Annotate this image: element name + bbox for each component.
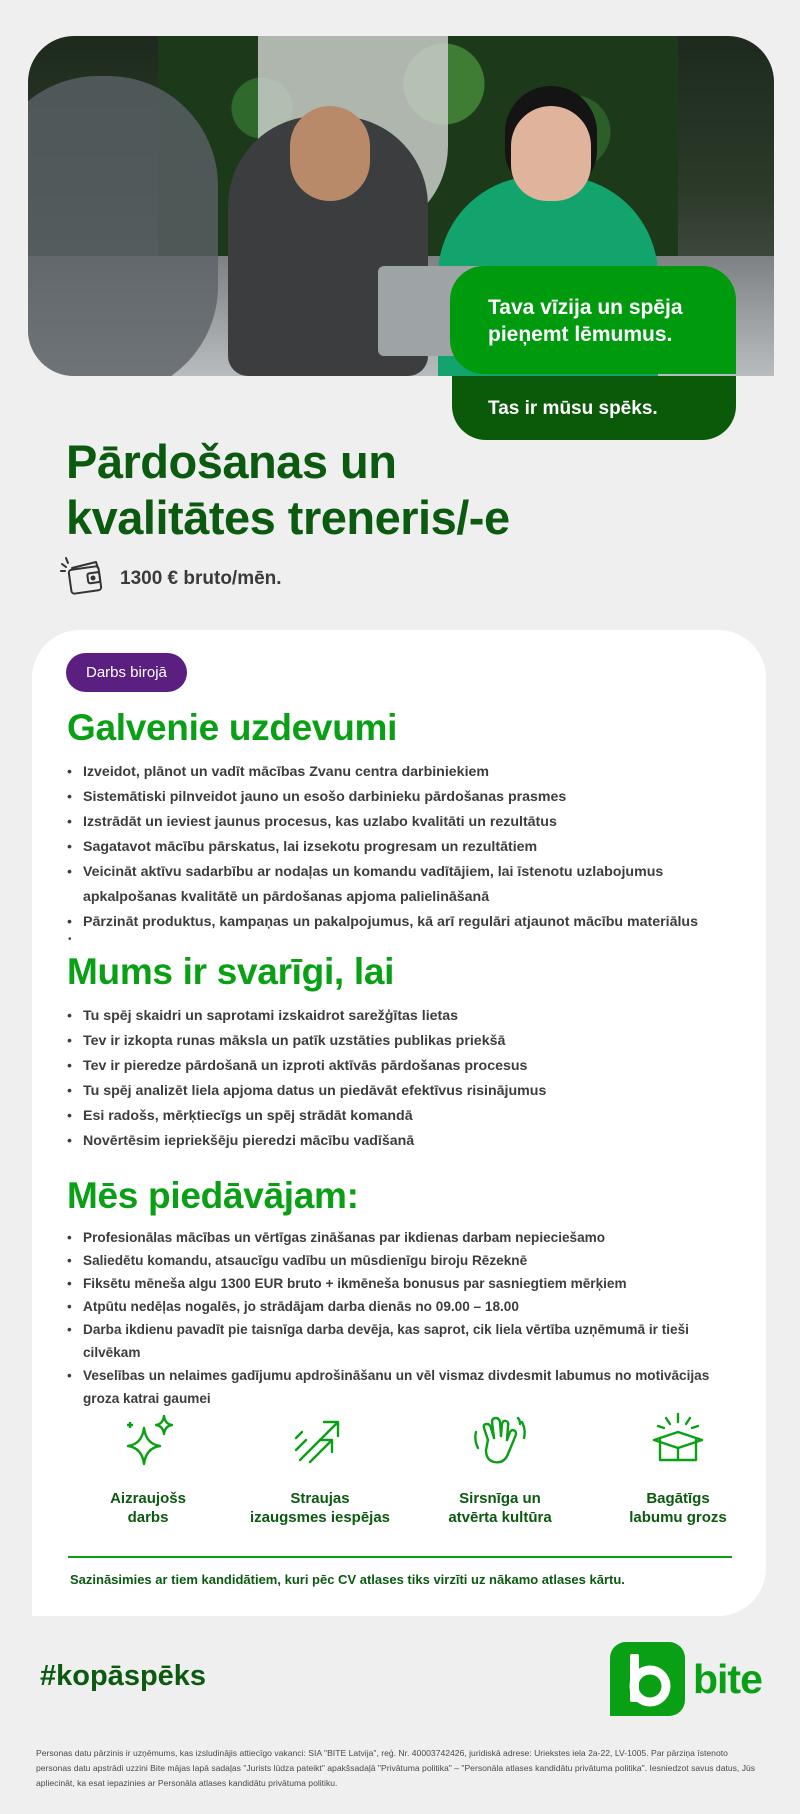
feature-culture bbox=[420, 1410, 580, 1527]
list-item: • Atpūtu nedēļas nogalēs, jo strādājam darba dienās no 09.00 – 18.00 bbox=[67, 1295, 742, 1318]
feature-exciting-work bbox=[68, 1410, 228, 1527]
salary-row bbox=[60, 556, 282, 601]
bite-logo bbox=[610, 1642, 762, 1716]
gift-box-icon bbox=[648, 1410, 708, 1475]
selection-note: Sazināsimies ar tiem kandidātiem, kuri pēc CV atlases tiks virzīti uz nākamo atlases kārtu. bbox=[70, 1572, 625, 1587]
bubble-line-1: Tava vīzija un spēja bbox=[488, 296, 683, 319]
offer-section bbox=[67, 1174, 742, 1410]
job-title-line-2: kvalitātes treneris/-e bbox=[66, 491, 510, 544]
list-item: • Tu spēj analizēt liela apjoma datus un piedāvāt efektīvus risinājumus bbox=[67, 1079, 742, 1104]
growth-arrows-icon bbox=[290, 1410, 350, 1475]
work-type-badge: Darbs birojā bbox=[66, 653, 187, 692]
feature-label-2: darbs bbox=[127, 1509, 169, 1526]
list-item: • Veselības un nelaimes gadījumu apdrošināšanu un vēl vismaz divdesmit labumus no motivācijas groza katrai gaumei bbox=[67, 1364, 742, 1410]
list-item: • Pārzināt produktus, kampaņas un pakalpojumus, kā arī regulāri atjaunot mācību materiālus bbox=[67, 910, 742, 935]
list-item: • Sistemātiski pilnveidot jauno un esošo darbinieku pārdošanas prasmes bbox=[67, 785, 742, 810]
list-item: • Tev ir izkopta runas māksla un patīk uzstāties publikas priekšā bbox=[67, 1029, 742, 1054]
wallet-icon bbox=[60, 556, 108, 601]
list-item: • Izstrādāt un ieviest jaunus procesus, kas uzlabo kvalitāti un rezultātus bbox=[67, 810, 742, 835]
hero-speech-bubble bbox=[450, 266, 736, 374]
tasks-section bbox=[67, 706, 742, 935]
hero-tagline-bubble: Tas ir mūsu spēks. bbox=[452, 376, 736, 440]
feature-benefits bbox=[598, 1410, 758, 1527]
feature-label-1: Aizraujošs bbox=[110, 1490, 186, 1507]
requirements-list bbox=[67, 1004, 742, 1154]
list-item: • Sagatavot mācību pārskatus, lai izsekotu progresam un rezultātiem bbox=[67, 835, 742, 860]
requirements-section bbox=[67, 950, 742, 1154]
salary-text: 1300 € bruto/mēn. bbox=[120, 567, 282, 589]
stray-bullet: • bbox=[68, 934, 72, 945]
list-item: • Veicināt aktīvu sadarbību ar nodaļas un komandu vadītājiem, lai īstenotu uzlabojumus apkalpošanas kvalitātē un pārdošanas apjoma palielināšanā bbox=[67, 860, 742, 910]
list-item: • Tev ir pieredze pārdošanā un izproti aktīvās pārdošanas procesus bbox=[67, 1054, 742, 1079]
job-title-line-1: Pārdošanas un bbox=[66, 435, 397, 488]
list-item: • Esi radošs, mērķtiecīgs un spēj strādāt komandā bbox=[67, 1104, 742, 1129]
list-item: • Izveidot, plānot un vadīt mācības Zvanu centra darbiniekiem bbox=[67, 760, 742, 785]
list-item: • Fiksētu mēneša algu 1300 EUR bruto + ikmēneša bonusus par sasniegtiem mērķiem bbox=[67, 1272, 742, 1295]
hashtag: #kopāspēks bbox=[40, 1660, 207, 1692]
feature-label-1: Straujas bbox=[290, 1490, 350, 1507]
list-item: • Saliedētu komandu, atsaucīgu vadību un mūsdienīgu biroju Rēzeknē bbox=[67, 1249, 742, 1272]
feature-growth bbox=[240, 1410, 400, 1527]
offer-list bbox=[67, 1226, 742, 1410]
bite-logo-mark bbox=[610, 1642, 685, 1716]
list-item: • Darba ikdienu pavadīt pie taisnīga darba devēja, kas saprot, cik liela vērtība uzņēmumā ir tieši cilvēkam bbox=[67, 1318, 742, 1364]
feature-label-1: Bagātīgs bbox=[646, 1490, 710, 1507]
job-details-card bbox=[32, 630, 766, 1616]
tasks-heading: Galvenie uzdevumi bbox=[67, 707, 398, 748]
sparkles-icon bbox=[118, 1410, 178, 1475]
feature-label-2: atvērta kultūra bbox=[448, 1509, 552, 1526]
offer-heading: Mēs piedāvājam: bbox=[67, 1175, 359, 1216]
feature-label-2: izaugsmes iespējas bbox=[249, 1509, 391, 1526]
list-item: • Novērtēsim iepriekšēju pieredzi mācību vadīšanā bbox=[67, 1129, 742, 1154]
list-item: • Tu spēj skaidri un saprotami izskaidrot sarežģītas lietas bbox=[67, 1004, 742, 1029]
requirements-heading: Mums ir svarīgi, lai bbox=[67, 951, 395, 992]
brand-name: bite bbox=[693, 1655, 762, 1702]
feature-label-1: Sirsnīga un bbox=[459, 1490, 541, 1507]
waving-hand-icon bbox=[470, 1410, 530, 1475]
job-title bbox=[66, 434, 626, 546]
list-item: • Profesionālas mācības un vērtīgas zināšanas par ikdienas darbam nepieciešamo bbox=[67, 1226, 742, 1249]
legal-text: Personas datu pārzinis ir uzņēmums, kas izsludinājis attiecīgo vakanci: SIA "BITE Latvija", reģ. Nr. 40003742426, juridiskā adrese: Uriekstes iela 2a-22, LV-1005. Par pārziņa īstenoto personas datu apstrādi uzzini Bite mājas lapā sadaļas "Jurists lūdza pateikt" apakšsadaļā "Privātuma politika" – "Personāla atlases kandidātu privātuma politika". Iesniedzot savus datus, Jūs apliecināt, ka esat iepazinies ar Personāla atlases kandidātu privātuma politiku. bbox=[36, 1748, 756, 1788]
feature-label-2: labumu grozs bbox=[629, 1509, 727, 1526]
bubble-line-2: pieņemt lēmumus. bbox=[488, 323, 673, 346]
tasks-list bbox=[67, 760, 742, 935]
divider bbox=[68, 1556, 732, 1558]
